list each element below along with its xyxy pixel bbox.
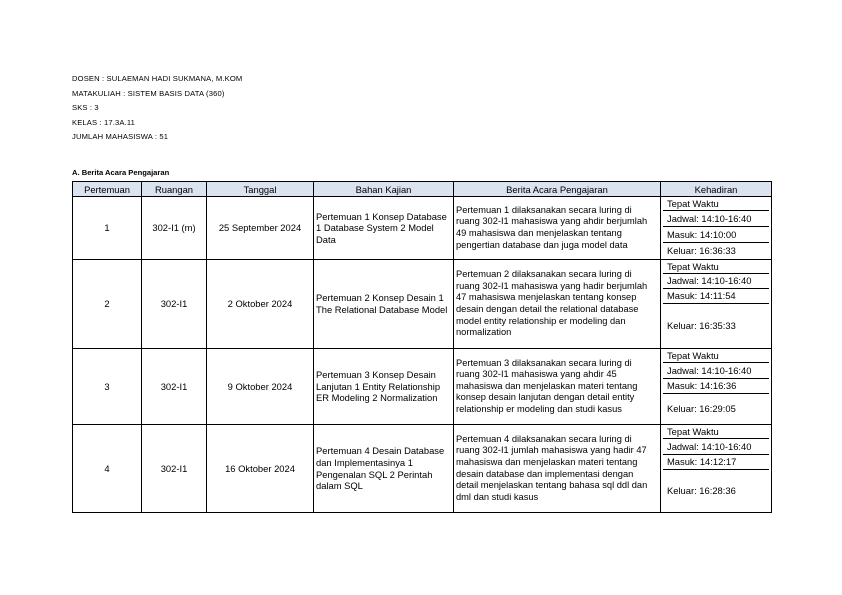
status-tepat-waktu: Tepat Waktu [663, 425, 769, 439]
tanggal-cell: 9 Oktober 2024 [207, 349, 314, 425]
status-tepat-waktu: Tepat Waktu [663, 197, 769, 211]
table-row [73, 197, 772, 260]
masuk-time: Masuk: 14:11:54 [663, 289, 769, 304]
tanggal-cell: 16 Oktober 2024 [207, 425, 314, 513]
table-row [73, 425, 772, 513]
status-tepat-waktu: Tepat Waktu [663, 349, 769, 363]
berita-acara-cell: Pertemuan 2 dilaksanakan secara luring di ruang 302-I1 mahasiswa yang hadir berjumlah 47 mahasiswa menjelaskan tentang konsep desain dengan detail the relational database model entity relationship er modeling dan normalization [454, 260, 661, 349]
masuk-time: Masuk: 14:12:17 [663, 455, 769, 470]
ruangan-cell: 302-I1 [142, 260, 207, 349]
keluar-time: Keluar: 16:36:33 [667, 245, 736, 257]
kehadiran-cell [661, 349, 772, 425]
pertemuan-cell: 3 [73, 349, 142, 425]
column-header-kehadiran: Kehadiran [661, 182, 772, 197]
column-header-berita-acara: Berita Acara Pengajaran [454, 182, 661, 197]
kehadiran-cell [661, 260, 772, 349]
tanggal-cell: 25 September 2024 [207, 197, 314, 260]
column-header-pertemuan: Pertemuan [73, 182, 142, 197]
sks-line: SKS : 3 [72, 103, 99, 113]
table-header-row [73, 182, 772, 197]
table-row [73, 349, 772, 425]
bahan-kajian-cell: Pertemuan 1 Konsep Database 1 Database System 2 Model Data [314, 197, 454, 260]
jumlah-mahasiswa-line: JUMLAH MAHASISWA : 51 [72, 132, 169, 142]
pertemuan-cell: 1 [73, 197, 142, 260]
keluar-time: Keluar: 16:28:36 [667, 485, 736, 497]
ruangan-cell: 302-I1 [142, 425, 207, 513]
kelas-line: KELAS : 17.3A.11 [72, 117, 136, 127]
masuk-time: Masuk: 14:10:00 [663, 227, 769, 243]
table-row [73, 260, 772, 349]
keluar-time: Keluar: 16:29:05 [667, 403, 736, 415]
section-title: A. Berita Acara Pengajaran [72, 168, 170, 177]
berita-acara-cell: Pertemuan 1 dilaksanakan secara luring di ruang 302-I1 mahasiswa yang ahdir berjumlah 49 mahasiswa dan menjelaskan tentang pengertian database dan juga model data [454, 197, 661, 260]
bahan-kajian-cell: Pertemuan 4 Desain Database dan Implementasinya 1 Pengenalan SQL 2 Perintah dalam SQL [314, 425, 454, 513]
bahan-kajian-cell: Pertemuan 3 Konsep Desain Lanjutan 1 Entity Relationship ER Modeling 2 Normalization [314, 349, 454, 425]
jadwal-time: Jadwal: 14:10-16:40 [663, 439, 769, 455]
jadwal-time: Jadwal: 14:10-16:40 [663, 211, 769, 227]
matakuliah-line: MATAKULIAH : SISTEM BASIS DATA (360) [72, 88, 225, 98]
berita-acara-cell: Pertemuan 4 dilaksanakan secara luring di ruang 302-I1 jumlah mahasiswa yang hadir 47 mahasiswa dan menjelaskan materi tentang desain database dan implementasi dengan detail menjelaskan tentang bahasa sql ddl dan dml dan studi kasus [454, 425, 661, 513]
column-header-ruangan: Ruangan [142, 182, 207, 197]
kehadiran-cell [661, 197, 772, 260]
masuk-time: Masuk: 14:16:36 [663, 379, 769, 394]
lecturer-info [72, 72, 242, 145]
column-header-bahan-kajian: Bahan Kajian [314, 182, 454, 197]
jadwal-time: Jadwal: 14:10-16:40 [663, 274, 769, 289]
jadwal-time: Jadwal: 14:10-16:40 [663, 363, 769, 379]
bahan-kajian-cell: Pertemuan 2 Konsep Desain 1 The Relational Database Model [314, 260, 454, 349]
column-header-tanggal: Tanggal [207, 182, 314, 197]
dosen-line: DOSEN : SULAEMAN HADI SUKMANA, M.KOM [72, 74, 243, 83]
ruangan-cell: 302-I1 (m) [142, 197, 207, 260]
status-tepat-waktu: Tepat Waktu [663, 260, 769, 274]
keluar-time: Keluar: 16:35:33 [667, 320, 736, 332]
berita-acara-table [72, 181, 772, 513]
tanggal-cell: 2 Oktober 2024 [207, 260, 314, 349]
ruangan-cell: 302-I1 [142, 349, 207, 425]
pertemuan-cell: 4 [73, 425, 142, 513]
kehadiran-cell [661, 425, 772, 513]
pertemuan-cell: 2 [73, 260, 142, 349]
berita-acara-cell: Pertemuan 3 dilaksanakan secara luring di ruang 302-I1 mahasiswa yang ahdir 45 mahasiswa dan menjelaskan materi tentang konsep desain lanjutan dengan detail entity relationship er modeling dan studi kasus [454, 349, 661, 425]
